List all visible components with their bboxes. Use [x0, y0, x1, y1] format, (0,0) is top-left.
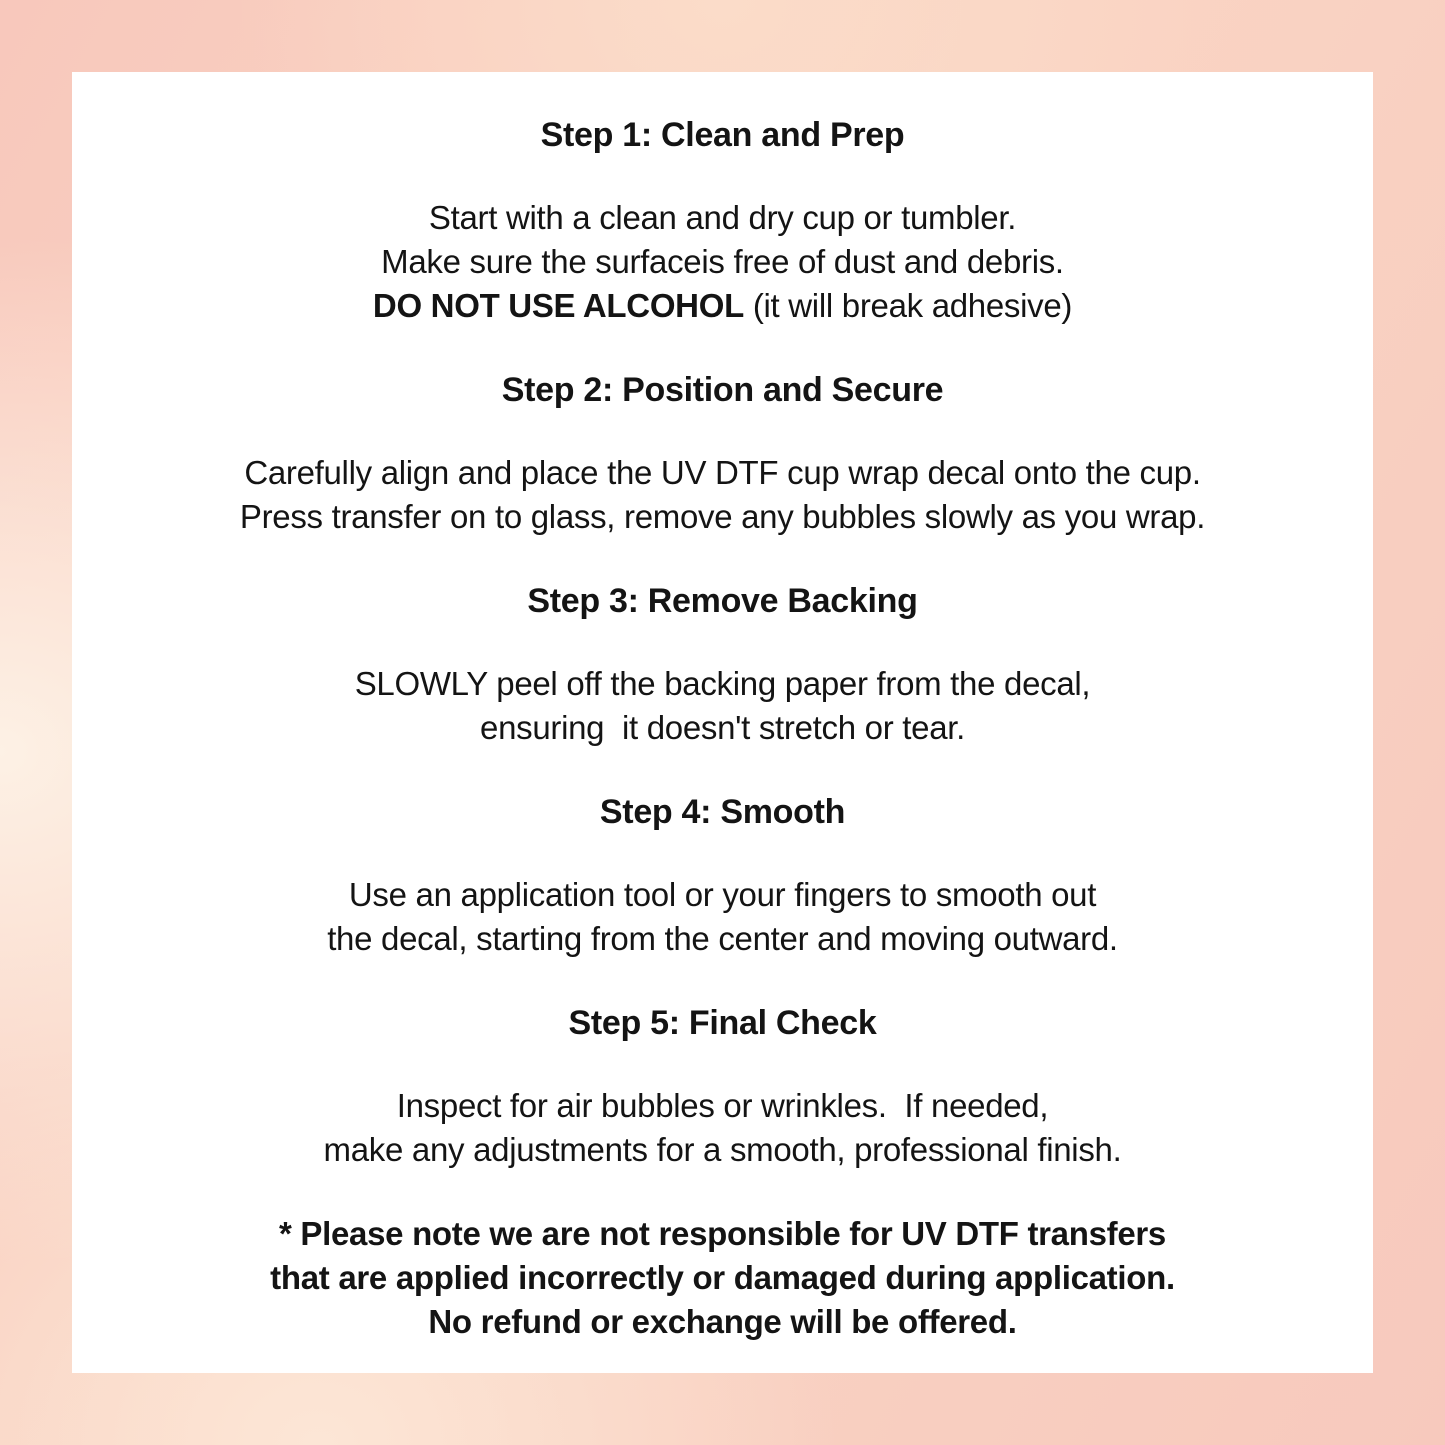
instruction-segment: SLOWLY peel off the backing paper from the decal, [354, 665, 1091, 702]
instruction-line [108, 284, 1337, 328]
step-section [108, 579, 1337, 750]
step-body [108, 662, 1337, 750]
disclaimer-line: * Please note we are not responsible for UV DTF transfers [279, 1215, 1166, 1252]
instruction-line [108, 495, 1337, 539]
step-body [108, 196, 1337, 328]
instruction-card [72, 72, 1373, 1373]
step-heading: Step 2: Position and Secure [501, 371, 944, 409]
instruction-segment: Make sure the surfaceis free of dust and debris. [381, 243, 1064, 280]
instruction-line [108, 196, 1337, 240]
instruction-segment: make any adjustments for a smooth, professional finish. [323, 1131, 1122, 1168]
disclaimer-line: No refund or exchange will be offered. [428, 1303, 1017, 1340]
instructions-list [108, 113, 1337, 1172]
step-section [108, 1001, 1337, 1172]
instruction-line [108, 706, 1337, 750]
step-section [108, 790, 1337, 961]
step-heading: Step 3: Remove Backing [527, 582, 918, 620]
instruction-line [108, 1128, 1337, 1172]
instruction-segment: Inspect for air bubbles or wrinkles. If needed, [396, 1087, 1049, 1124]
step-body [108, 873, 1337, 961]
instruction-segment-bold: DO NOT USE ALCOHOL [372, 287, 744, 324]
step-section [108, 368, 1337, 539]
step-heading: Step 1: Clean and Prep [540, 116, 905, 154]
instruction-line [108, 917, 1337, 961]
step-heading: Step 5: Final Check [568, 1004, 877, 1042]
instruction-line [108, 873, 1337, 917]
instruction-segment: the decal, starting from the center and moving outward. [327, 920, 1118, 957]
instruction-segment: Use an application tool or your fingers to smooth out [348, 876, 1097, 913]
instruction-line [108, 662, 1337, 706]
instruction-line [108, 240, 1337, 284]
step-heading: Step 4: Smooth [599, 793, 846, 831]
disclaimer-line: that are applied incorrectly or damaged during application. [270, 1259, 1175, 1296]
instruction-segment: Start with a clean and dry cup or tumbler. [428, 199, 1017, 236]
instruction-line [108, 1084, 1337, 1128]
instruction-segment: ensuring it doesn't stretch or tear. [480, 709, 965, 746]
instruction-segment: Carefully align and place the UV DTF cup wrap decal onto the cup. [244, 454, 1201, 491]
step-section [108, 113, 1337, 328]
disclaimer [108, 1212, 1337, 1344]
step-body [108, 1084, 1337, 1172]
instruction-line [108, 451, 1337, 495]
step-body [108, 451, 1337, 539]
instruction-segment: (it will break adhesive) [743, 287, 1073, 324]
instruction-segment: Press transfer on to glass, remove any bubbles slowly as you wrap. [239, 498, 1206, 535]
